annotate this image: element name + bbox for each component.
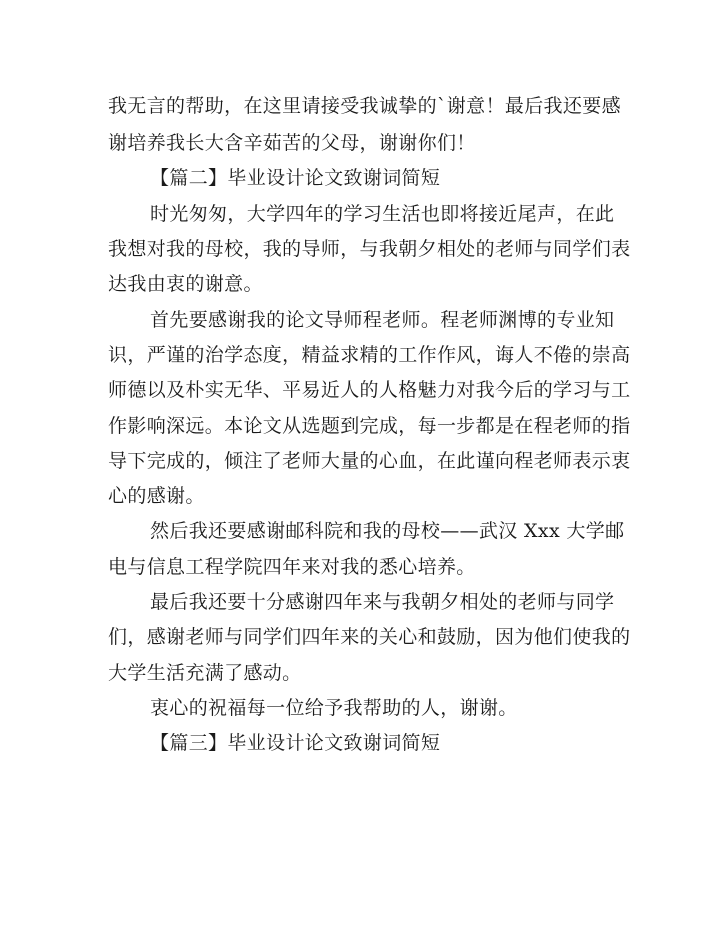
paragraph-line: 导下完成的，倾注了老师大量的心血，在此谨向程老师表示衷: [108, 450, 631, 472]
paragraph-line: 我无言的帮助，在这里请接受我诚挚的`谢意！最后我还要感: [108, 95, 621, 117]
paragraph-line: 达我由衷的谢意。: [108, 273, 263, 295]
paragraph-line: 电与信息工程学院四年来对我的悉心培养。: [108, 556, 476, 578]
paragraph-line: 衷心的祝福每一位给予我帮助的人，谢谢。: [150, 697, 518, 719]
paragraph-line: 时光匆匆，大学四年的学习生活也即将接近尾声，在此: [150, 203, 615, 225]
paragraph-line: 最后我还要十分感谢四年来与我朝夕相处的老师与同学: [150, 591, 615, 613]
paragraph-line: 我想对我的母校，我的导师，与我朝夕相处的老师与同学们表: [108, 238, 631, 260]
paragraph-line: 谢培养我长大含辛茹苦的父母，谢谢你们！: [108, 132, 476, 154]
paragraph-line: 大学生活充满了感动。: [108, 662, 302, 684]
section-heading-3: 【篇三】毕业设计论文致谢词简短: [150, 732, 441, 754]
paragraph-line: 然后我还要感谢邮科院和我的母校——武汉 Xxx 大学邮: [150, 520, 625, 542]
paragraph-line: 师德以及朴实无华、平易近人的人格魅力对我今后的学习与工: [108, 379, 631, 401]
paragraph-line: 们，感谢老师与同学们四年来的关心和鼓励，因为他们使我的: [108, 626, 631, 648]
paragraph-line: 首先要感谢我的论文导师程老师。程老师渊博的专业知: [150, 309, 615, 331]
paragraph-line: 作影响深远。本论文从选题到完成，每一步都是在程老师的指: [108, 415, 631, 437]
paragraph-line: 心的感谢。: [108, 485, 205, 507]
section-heading-2: 【篇二】毕业设计论文致谢词简短: [150, 167, 441, 189]
paragraph-line: 识，严谨的治学态度，精益求精的工作作风，诲人不倦的崇高: [108, 344, 631, 366]
